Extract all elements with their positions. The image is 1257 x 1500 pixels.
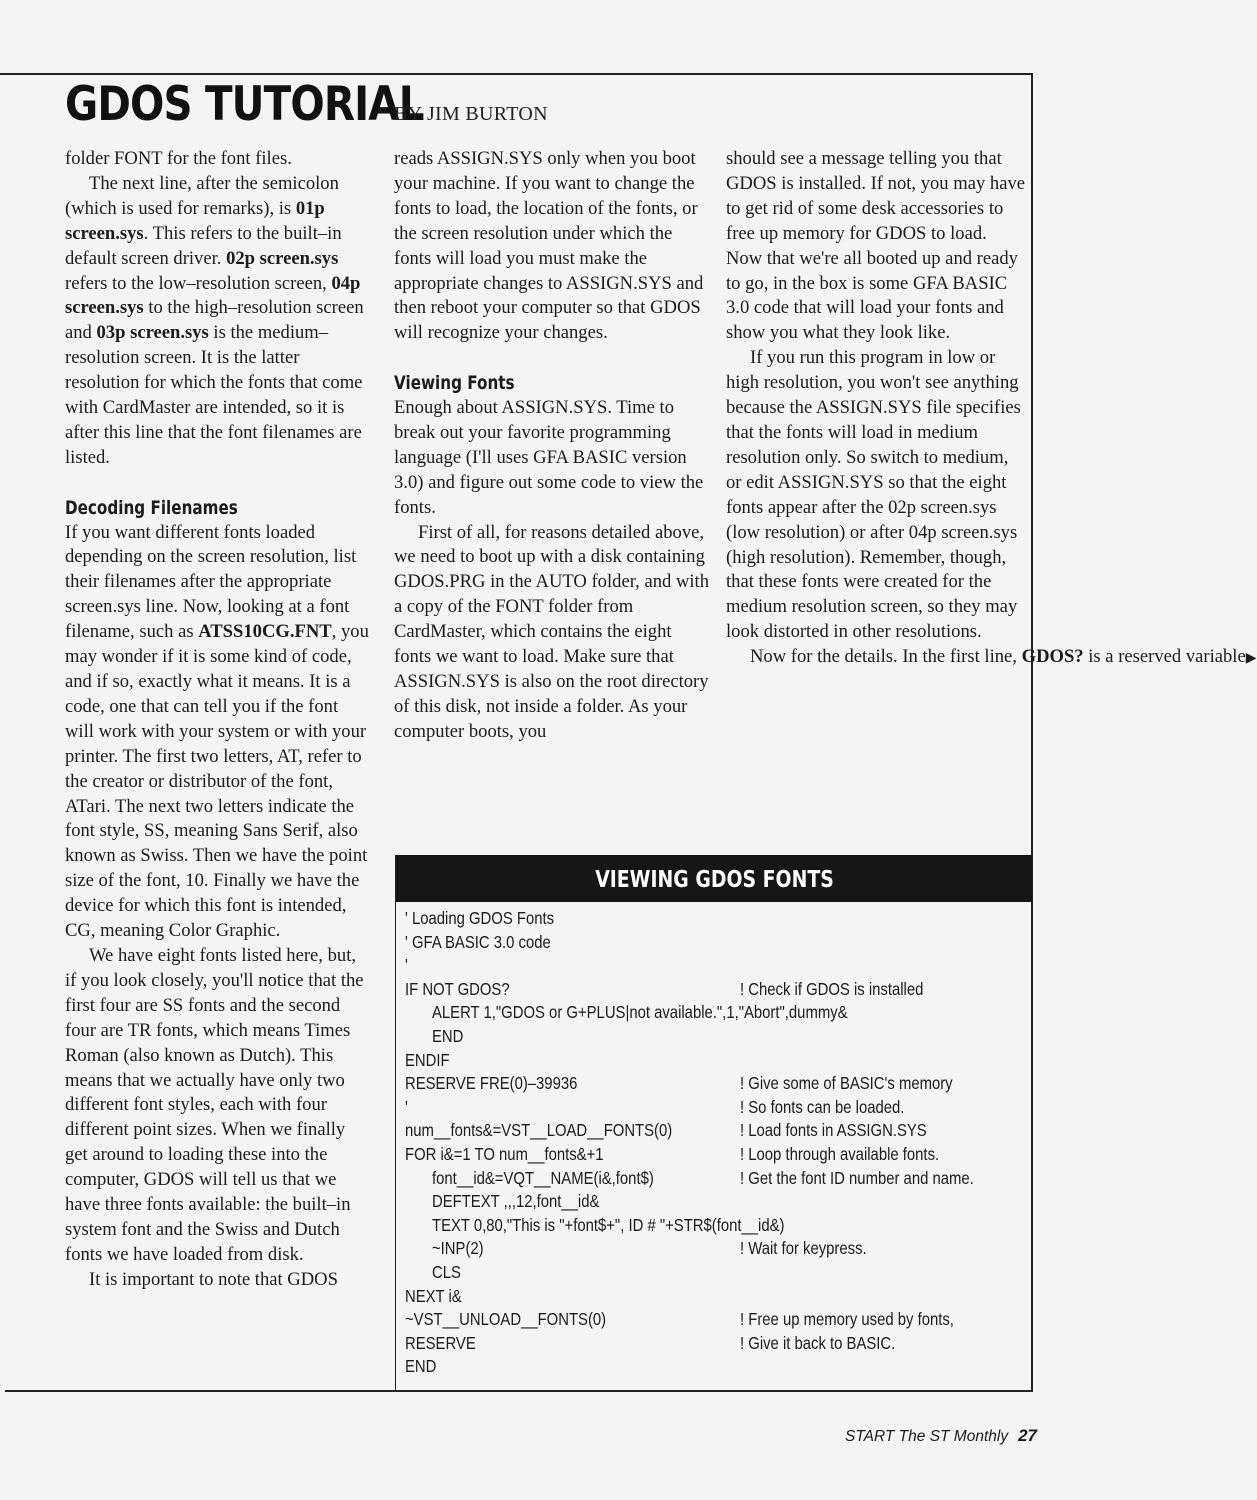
bold-term: 01p screen.sys: [65, 197, 325, 244]
code-text: RESERVE FRE(0)–39936: [405, 1073, 578, 1094]
code-text: ': [405, 1096, 408, 1117]
paragraph: [65, 521, 370, 944]
code-line: [396, 1025, 1026, 1049]
code-comment: ! Wait for keypress.: [740, 1238, 867, 1259]
code-text: DEFTEXT ,,,12,font__id&: [432, 1191, 600, 1212]
code-line: [396, 931, 1026, 955]
code-text: IF NOT GDOS?: [405, 978, 510, 999]
code-line: [396, 954, 1026, 978]
article-title: GDOS TUTORIAL: [65, 77, 424, 132]
text: is a reserved variable: [1083, 646, 1246, 668]
code-line: [396, 1072, 1026, 1096]
code-text: CLS: [432, 1261, 461, 1282]
code-comment: ! So fonts can be loaded.: [740, 1096, 905, 1117]
magazine-name: START The ST Monthly: [845, 1428, 1009, 1445]
code-text: ~VST__UNLOAD__FONTS(0): [405, 1309, 607, 1330]
code-text: ' Loading GDOS Fonts: [405, 908, 555, 928]
code-text: FOR i&=1 TO num__fonts&+1: [405, 1143, 604, 1164]
code-comment: ! Check if GDOS is installed: [740, 978, 924, 999]
bold-term: ATSS10CG.FNT: [198, 621, 332, 643]
paragraph: [65, 172, 370, 471]
code-text: END: [432, 1025, 464, 1046]
code-line: [396, 907, 1026, 931]
code-text: font__id&=VQT__NAME(i&,font$): [432, 1167, 654, 1188]
column-1: [65, 147, 370, 1293]
code-line: [396, 1332, 1026, 1356]
code-box-title: VIEWING GDOS FONTS: [594, 867, 834, 893]
bottom-rule: [5, 1390, 1033, 1392]
code-text: END: [405, 1356, 437, 1377]
code-comment: ! Give it back to BASIC.: [740, 1332, 896, 1353]
code-line: [396, 1167, 1026, 1191]
code-text: ~INP(2): [432, 1238, 484, 1259]
bold-term: 02p screen.sys: [226, 247, 339, 269]
code-text: ALERT 1,"GDOS or G+PLUS|not available.",1,"Abort",dummy&: [432, 1002, 848, 1023]
text: refers to the low–resolution screen,: [65, 272, 332, 294]
column-3: [726, 147, 1257, 672]
code-line: [396, 1308, 1026, 1332]
page-footer: [845, 1426, 1037, 1446]
code-sidebar-box: [395, 855, 1032, 1390]
code-comment: ! Free up memory used by fonts,: [740, 1309, 954, 1330]
code-text: ': [405, 955, 408, 976]
paragraph: If you run this program in low or high resolution, you won't see anything because the ASSIGN.SYS file specifies that the fonts will load in medium resolution only. So switch to medium, or edit ASSIGN.SYS so that the eight fonts appear after the 02p screen.sys (low resolution) or after 04p screen.sys (high resolution). Remember, though, that these fonts were created for the medium resolution screen, so they may look distorted in other resolutions.: [726, 347, 1021, 643]
code-box-header: [396, 855, 1032, 902]
code-comment: ! Loop through available fonts.: [740, 1143, 940, 1164]
code-line: [396, 978, 1026, 1002]
paragraph: It is important to note that GDOS: [89, 1268, 338, 1290]
code-comment: ! Give some of BASIC's memory: [740, 1073, 953, 1094]
code-line: [396, 1355, 1026, 1379]
code-line: [396, 1119, 1026, 1143]
code-line: [396, 1096, 1026, 1120]
paragraph: folder FONT for the font files.: [65, 148, 292, 169]
page-number: 27: [1018, 1426, 1038, 1445]
paragraph: Enough about ASSIGN.SYS. Time to break out your favorite programming language (I'll uses GFA BASIC version 3.0) and figure out some code to view the fonts.: [394, 397, 704, 518]
section-heading-viewing-fonts: Viewing Fonts: [394, 372, 515, 395]
bold-term: GDOS?: [1021, 646, 1084, 668]
text: Now for the details. In the first line,: [750, 646, 1022, 668]
text: If you want different fonts loaded depending on the screen resolution, list their filenames after the appropriate screen.sys line. Now, looking at a font filename, such as: [65, 521, 357, 643]
top-rule: [0, 73, 1033, 75]
paragraph: First of all, for reasons detailed above, we need to boot up with a disk containing GDOS.PRG in the AUTO folder, and with a copy of the FONT folder from CardMaster, which contains the eight fonts we want to load. Make sure that ASSIGN.SYS is also on the root directory of this disk, not inside a folder. As your computer boots, you: [394, 521, 709, 742]
code-line: [396, 1261, 1026, 1285]
text: . This refers to the built–in default screen driver.: [65, 222, 342, 269]
column-2: [394, 147, 709, 745]
text: to the high–resolution screen and: [65, 297, 364, 344]
byline: BY JIM BURTON: [394, 103, 548, 125]
code-text: ' GFA BASIC 3.0 code: [405, 931, 551, 952]
section-heading-decoding-filenames: Decoding Filenames: [65, 496, 238, 519]
text: , you may wonder if it is some kind of code, and if so, exactly what it means. It is a code, one that can tell you if the font will work with your system or with your printer. The first two letters, AT, refer to the creator or distributor of the font, ATari. The next two letters indicate the font style, SS, meaning Sans Serif, also known as Swiss. Then we have the point size of the font, 10. Finally we have the device for which this font is intended, CG, meaning Color Graphic.: [65, 621, 369, 942]
code-comment: ! Load fonts in ASSIGN.SYS: [740, 1120, 927, 1141]
continue-arrow-icon: ▶: [1245, 651, 1257, 667]
code-line: [396, 1214, 1026, 1238]
code-listing: [396, 907, 1026, 1379]
code-comment: ! Get the font ID number and name.: [740, 1167, 974, 1188]
paragraph: We have eight fonts listed here, but, if you look closely, you'll notice that the first four are SS fonts and the second four are TR fonts, which means Times Roman (also known as Dutch). This means that we actually have only two different font styles, each with four different point sizes. When we finally get around to loading these into the computer, GDOS will tell us that we have three fonts available: the built–in system font and the Swiss and Dutch fonts we have loaded from disk.: [65, 944, 364, 1265]
code-line: [396, 1285, 1026, 1309]
code-text: num__fonts&=VST__LOAD__FONTS(0): [405, 1120, 673, 1141]
code-text: TEXT 0,80,"This is "+font$+", ID # "+STR$(font__id&): [432, 1214, 785, 1235]
bold-term: 03p screen.sys: [96, 322, 209, 344]
text: is the medium–resolution screen. It is the latter resolution for which the fonts that come with CardMaster are intended, so it is after this line that the font filenames are listed.: [65, 322, 363, 468]
code-line: [396, 1190, 1026, 1214]
code-line: [396, 1049, 1026, 1073]
code-text: RESERVE: [405, 1332, 476, 1353]
code-text: NEXT i&: [405, 1285, 462, 1306]
code-line: [396, 1143, 1026, 1167]
code-line: [396, 1237, 1026, 1261]
code-line: [396, 1001, 1026, 1025]
paragraph: [726, 645, 1257, 672]
paragraph: should see a message telling you that GDOS is installed. If not, you may have to get rid of some desk accessories to free up memory for GDOS to load. Now that we're all booted up and ready to go, in the box is some GFA BASIC 3.0 code that will load your fonts and show you what they look like.: [726, 148, 1026, 344]
bold-term: 04p screen.sys: [65, 272, 361, 319]
code-text: ENDIF: [405, 1049, 450, 1070]
text: The next line, after the semicolon (which is used for remarks), is: [65, 172, 339, 219]
paragraph: reads ASSIGN.SYS only when you boot your machine. If you want to change the fonts to load, the location of the fonts, or the screen resolution under which the fonts will load you must make the appropriate changes to ASSIGN.SYS and then reboot your computer so that GDOS will recognize your changes.: [394, 148, 704, 344]
